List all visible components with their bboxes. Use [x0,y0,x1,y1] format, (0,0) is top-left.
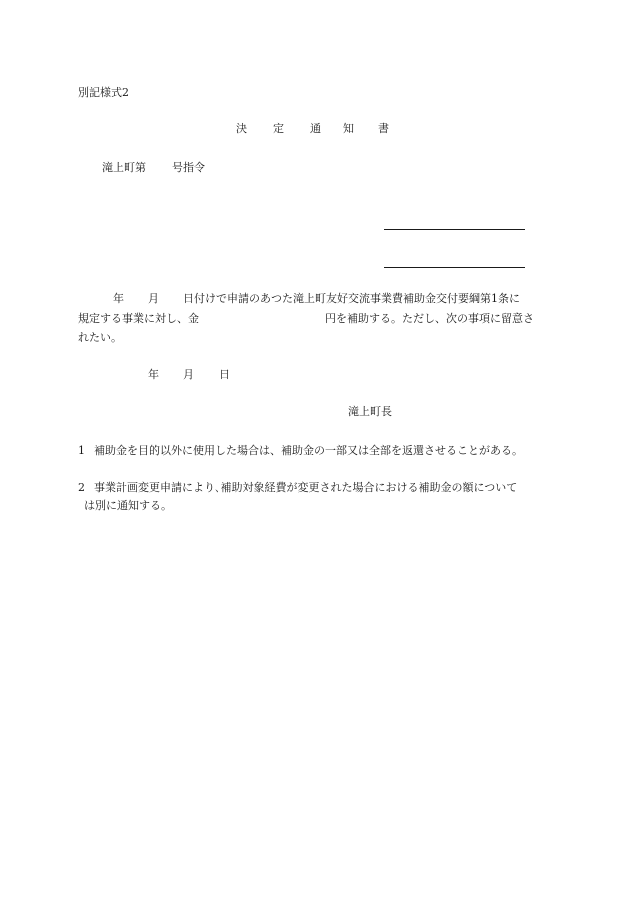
note-number: 2 [78,481,85,494]
body-line-3: れたい。 [78,331,122,344]
form-label: 別記様式2 [78,86,129,99]
note-text: 補助金を目的以外に使用した場合は、補助金の一部又は全部を返還させることがある。 [94,444,523,457]
issuer-name: 滝上町長 [348,405,392,418]
title-char: 知 [343,122,354,135]
title-char: 定 [273,122,284,135]
body-month: 月 [148,292,159,305]
note-number: 1 [78,444,85,457]
title-char: 通 [310,122,321,135]
designation-suffix: 号指令 [172,161,205,174]
title-char: 決 [236,122,247,135]
body-line-2-right: 円を補助する。ただし、次の事項に留意さ [325,312,534,325]
recipient-line-2 [384,267,525,268]
note-text: 事業計画変更申請により､補助対象経費が変更された場合における補助金の額について [94,481,518,494]
body-line-1: 日付けで申請のあつた滝上町友好交流事業費補助金交付要綱第1条に [183,292,520,305]
title-char: 書 [378,122,389,135]
issue-year: 年 [148,368,159,381]
note-continuation: は別に通知する。 [84,499,172,512]
body-year: 年 [113,292,124,305]
designation-prefix: 滝上町第 [102,161,146,174]
recipient-line-1 [384,229,525,230]
issue-month: 月 [183,368,194,381]
body-line-2-left: 規定する事業に対し、金 [78,312,199,325]
issue-day: 日 [219,368,230,381]
